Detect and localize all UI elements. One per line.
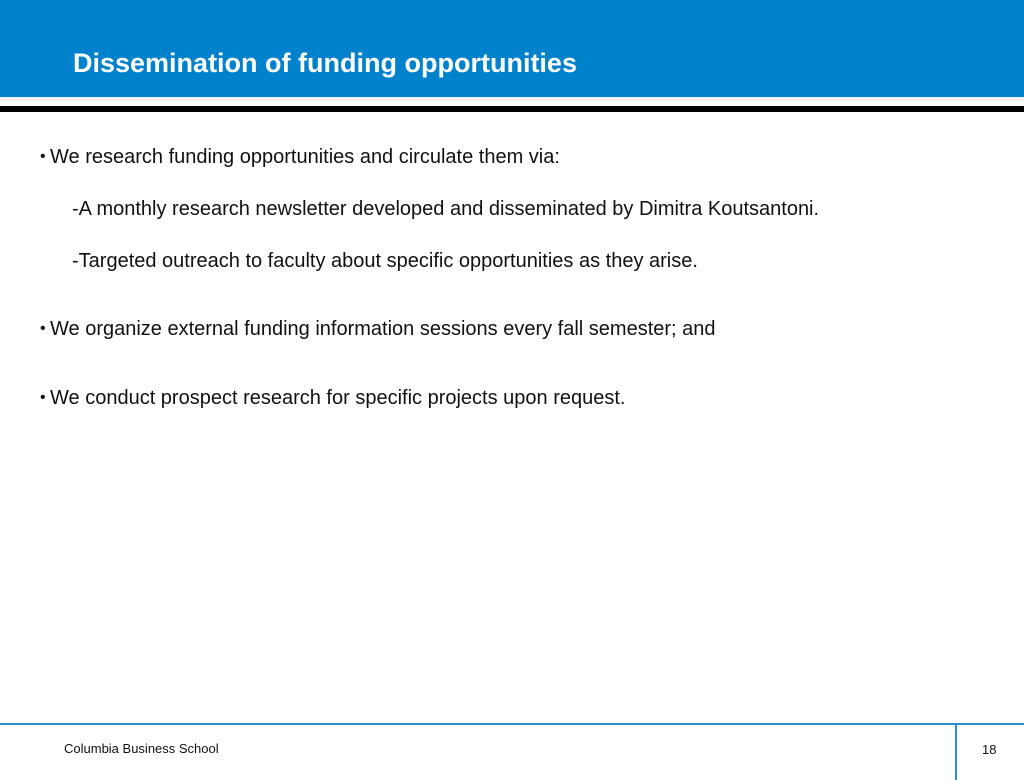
- page-number: 18: [982, 742, 997, 757]
- footer-divider: [955, 725, 957, 780]
- subitem-text: -A monthly research newsletter developed and disseminated by Dimitra Koutsantoni.: [72, 198, 820, 220]
- bullet-icon: •: [40, 320, 46, 337]
- bullet-text: We conduct prospect research for specific projects upon request.: [50, 387, 626, 409]
- header-divider-dark: [0, 106, 1024, 112]
- subitem-newsletter: [72, 197, 819, 221]
- bullet-text: We research funding opportunities and circulate them via:: [50, 146, 560, 168]
- subitem-text: -Targeted outreach to faculty about specific opportunities as they arise.: [72, 250, 698, 272]
- bullet-item-prospect-research: [40, 386, 625, 410]
- bullet-item-research: [40, 145, 560, 169]
- footer-organization: Columbia Business School: [64, 741, 219, 756]
- footer-rule: [0, 723, 1024, 725]
- header-divider-light: [0, 97, 1024, 101]
- bullet-icon: •: [40, 389, 46, 406]
- bullet-icon: •: [40, 148, 46, 165]
- bullet-text: We organize external funding information sessions every fall semester; and: [50, 318, 716, 340]
- subitem-outreach: [72, 249, 698, 273]
- slide-title: Dissemination of funding opportunities: [73, 48, 577, 78]
- bullet-item-info-sessions: [40, 317, 716, 341]
